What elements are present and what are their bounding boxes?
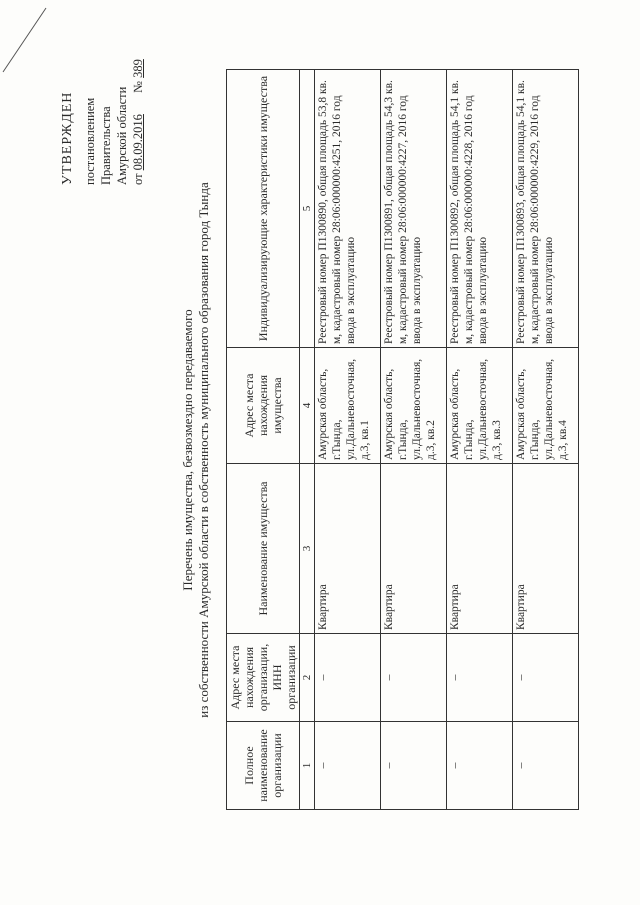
header-org: Полное наименование организации bbox=[227, 722, 300, 810]
cell-org: – bbox=[513, 722, 579, 810]
cell-property-name: Квартира bbox=[447, 464, 513, 634]
table-row bbox=[513, 70, 579, 810]
cell-org: – bbox=[447, 722, 513, 810]
approval-line1: постановлением Правительства bbox=[83, 97, 113, 185]
column-number: 4 bbox=[300, 348, 315, 464]
cell-org-address: – bbox=[315, 634, 381, 722]
header-property-address: Адрес места нахождения имущества bbox=[227, 348, 300, 464]
cell-org: – bbox=[315, 722, 381, 810]
table-header-row bbox=[227, 70, 300, 810]
cell-characteristics: Реестровый номер П1300892, общая площадь 54,1 кв. м, кадастровый номер 28:06:000000:4228, 2016 год ввода в эксплуатацию bbox=[447, 70, 513, 348]
cell-property-address: Амурская область, г.Тында, ул.Дальневосточная, д.3, кв.4 bbox=[513, 348, 579, 464]
approval-number: 389 bbox=[131, 59, 145, 78]
document-heading bbox=[180, 105, 212, 795]
property-table bbox=[226, 69, 579, 810]
approval-line2: Амурской области bbox=[115, 86, 129, 185]
approval-stamp: УТВЕРЖДЕН bbox=[60, 91, 75, 185]
cell-characteristics: Реестровый номер П1300891, общая площадь 54,3 кв. м, кадастровый номер 28:06:000000:4227, 2016 год ввода в эксплуатацию bbox=[381, 70, 447, 348]
cell-org-address: – bbox=[447, 634, 513, 722]
table-row bbox=[447, 70, 513, 810]
table-row bbox=[315, 70, 381, 810]
column-number: 3 bbox=[300, 464, 315, 634]
cell-characteristics: Реестровый номер П1300893, общая площадь 54,1 кв. м, кадастровый номер 28:06:000000:4229, 2016 год ввода в эксплуатацию bbox=[513, 70, 579, 348]
approval-date: 08.09.2016 bbox=[131, 114, 145, 171]
cell-org-address: – bbox=[381, 634, 447, 722]
document-subtitle: из собственности Амурской области в собственность муниципального образования город Тында bbox=[196, 182, 211, 718]
cell-property-address: Амурская область, г.Тында, ул.Дальневосточная, д.3, кв.1 bbox=[315, 348, 381, 464]
column-number: 2 bbox=[300, 634, 315, 722]
date-prefix: от bbox=[131, 173, 145, 185]
column-number-row bbox=[300, 70, 315, 810]
document-title: Перечень имущества, безвозмездно передаваемого bbox=[180, 309, 195, 591]
cell-property-name: Квартира bbox=[315, 464, 381, 634]
cell-property-name: Квартира bbox=[513, 464, 579, 634]
table-row bbox=[381, 70, 447, 810]
cell-property-address: Амурская область, г.Тында, ул.Дальневосточная, д.3, кв.3 bbox=[447, 348, 513, 464]
header-characteristics: Индивидуализирующие характеристики имущества bbox=[227, 70, 300, 348]
header-property-name: Наименование имущества bbox=[227, 464, 300, 634]
approval-block bbox=[60, 25, 146, 185]
cell-org: – bbox=[381, 722, 447, 810]
column-number: 5 bbox=[300, 70, 315, 348]
cell-property-name: Квартира bbox=[381, 464, 447, 634]
cell-characteristics: Реестровый номер П1300890, общая площадь 53,8 кв. м, кадастровый номер 28:06:000000:4251, 2016 год ввода в эксплуатацию bbox=[315, 70, 381, 348]
header-org-address: Адрес места нахождения организации, ИНН организации bbox=[227, 634, 300, 722]
number-prefix: № bbox=[131, 81, 145, 93]
cell-org-address: – bbox=[513, 634, 579, 722]
column-number: 1 bbox=[300, 722, 315, 810]
cell-property-address: Амурская область, г.Тында, ул.Дальневосточная, д.3, кв.2 bbox=[381, 348, 447, 464]
approval-date-line bbox=[130, 25, 146, 185]
